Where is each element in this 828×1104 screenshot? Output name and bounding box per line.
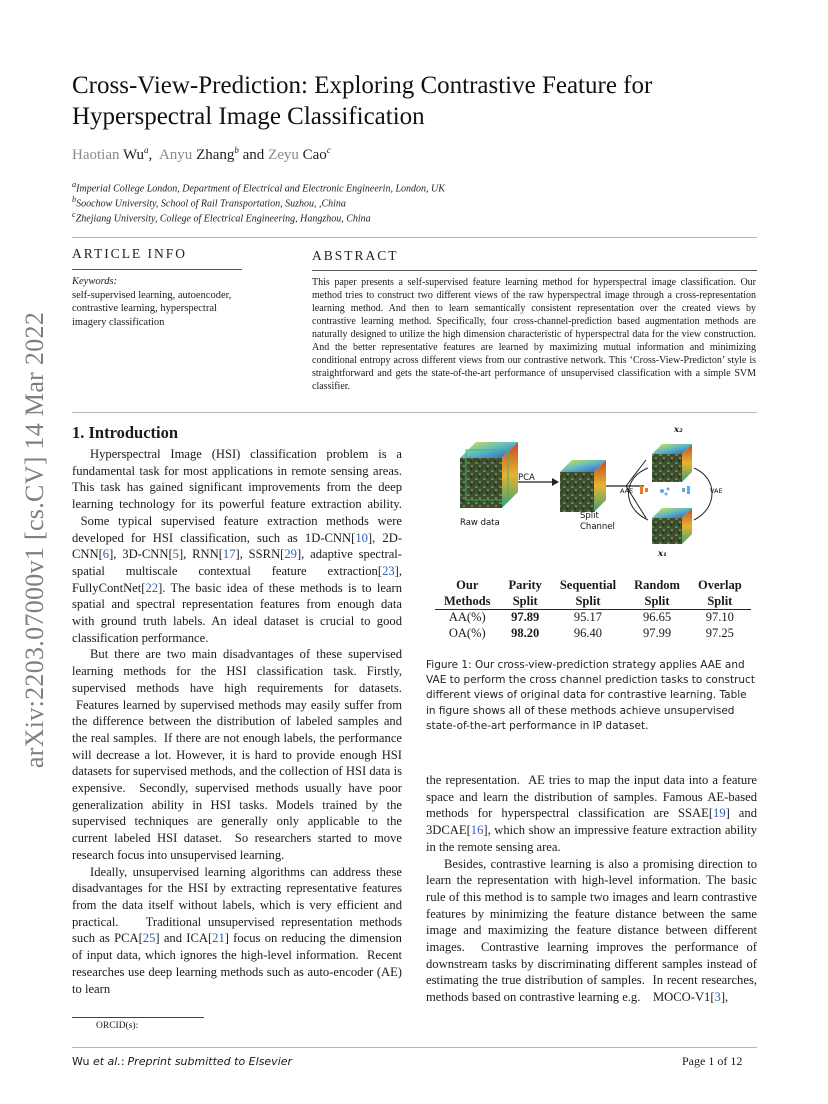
author-family-name: Cao [302,147,327,163]
author-affil-mark: b [234,145,239,155]
pca-label: PCA [518,473,535,483]
x1-label: x₁ [658,549,667,559]
title-line-2: Hyperspectral Image Classification [72,103,425,130]
affiliation [72,195,346,209]
footnote-rule [72,1017,204,1018]
affiliation [72,210,371,224]
author-and: and [242,147,265,163]
author-family-name: Zhang [196,147,235,163]
author-affil-mark: c [326,145,331,155]
author-given-name: Haotian [72,147,120,163]
table-header-row [435,578,751,594]
raw-data-cube [460,442,518,508]
table-row-label: OA(%) [448,625,486,640]
table-cell: 95.17 [573,610,603,624]
orcid-label: ORCID(s): [96,1021,139,1031]
abstract-heading: ABSTRACT [312,248,399,263]
table-row-label: AA(%) [448,610,486,624]
affiliation-text: Zhejiang University, College of Electrical Engineering, Hangzhou, China [75,213,371,225]
split-label: Split [580,511,599,521]
method-figure [426,420,758,560]
results-table [435,578,751,641]
table-cell: 97.99 [642,625,672,640]
affiliation-mark: b [72,195,77,204]
table-header-cell: Split [500,594,551,610]
table-header-cell: Our [456,578,479,592]
author-list: Haotian Wu$^a$, Anyu Zhang$^b$ and Zeyu Cao$^c$ [72,145,331,163]
intro-paragraph-1: Hyperspectral Image (HSI) classification problem is a fundamental task for most applications in remote sensing areas. This task has gained significant improvements from the deep learning technology for its powerful feature extraction ability. Some typical supervised feature extraction methods were developed for HSI classification, such as 1D-CNN[10], 2D-CNN[6], 3D-CNN[5], RNN[17], SSRN[29], adaptive spectral-spatial multiscale contextual feature extraction[23], FullyContNet[22]. The basic idea of these methods is to learn spatial and spectral representation features from enough data with ground truth labels. An ideal dataset is crucial to good classification performance. [72,447,403,645]
aae-label: AAE [620,487,634,495]
table-header-cell: Overlap [697,578,742,592]
affiliation-text: Soochow University, School of Rail Transportation, Suzhou, ,China [76,198,346,210]
abstract-text: This paper presents a self-supervised feature learning method for hyperspectral image classification. Our method tries to construct two different views of the raw hyperspectral image through a cross-representation learning method. And then to learn semantically consistent representation over the created views by contrastive learning method. Specifically, four cross-channel-prediction based augmentation methods are naturally designed to utilize the high dimension characteristic of hyperspectral data for the view construction. And the better representative features are learned by maximizing mutual information and minimizing conditional entropy across different views from our contrastive network. This ‘Cross-View-Predicton’ style is straightforward and gets the state-of-the-art performance of unsupervised classification with a simple SVM classifier. [312,277,756,392]
table-cell: 96.40 [573,625,603,640]
author-given-name: Anyu [158,147,193,163]
table-row [435,626,751,642]
author-affil-mark: a [144,145,149,155]
table-header-cell: Split [551,594,625,610]
figure-caption-text: Our cross-view-prediction strategy applies AAE and VAE to perform the cross channel prediction tasks to construct different views of original data for contrastive learning. Table in figure shows all of these methods achieve unsupervised state-of-the-art performance in IP dataset. [426,659,755,732]
author-family-name: Wu [122,147,145,163]
channel-label: Channel [580,522,615,532]
intro-right-column [426,772,757,1006]
table-cell: 96.65 [642,610,672,624]
view-x2 [652,444,692,482]
intro-paragraph-3-cont: the representation. AE tries to map the input data into a feature space and learn the distribution of samples. Famous AE-based methods for hyperspectral classification are SSAE[19] and 3DCAE[16], which show an impressive feature extraction ability in the remote sensing area. [426,773,757,854]
table-cell: 97.25 [705,625,734,640]
arxiv-id-text: arXiv:2203.07000v1 [cs.CV] 14 Mar 2022 [20,311,49,769]
intro-paragraph-4: Besides, contrastive learning is also a promising direction to learn the representation with high-level information. The basic rule of this method is to sample two images and learn contrastive features by minimizing the feature distance between the same image and maximizing the feature distance between different images. Contrastive learning improves the performance of downstream tasks by discriminating different samples instead of estimating the true distribution of samples. In recent researches, methods based on contrastive learning e.g. MOCO-V1[3], [426,856,757,1005]
section-heading: 1. Introduction [72,423,179,442]
raw-data-label: Raw data [460,518,500,528]
table-header-cell: Random [634,578,680,592]
footer-left: Wu et al.: Preprint submitted to Elsevier [72,1055,293,1068]
view-x1 [652,508,692,544]
author-given-name: Zeyu [268,147,299,163]
table-header-cell: Parity [508,578,542,592]
x2-label: x₂ [674,425,683,435]
table-cell: 97.10 [705,610,734,624]
keyword-line: self-supervised learning, autoencoder, [72,289,232,301]
figure-caption-label: Figure 1: [426,659,472,671]
footer-divider [72,1047,757,1048]
keyword-text: contrastive learning, hyperspectral [72,303,217,314]
table-header-cell: Sequential [559,578,617,592]
page-number: Page 1 of 12 [682,1054,743,1068]
table-header-row [435,594,751,610]
affiliation-text: Imperial College London, Department of Electrical and Electronic Engineerin, London, UK [76,183,445,195]
keywords-label: Keywords: [72,276,118,287]
pca-cube [560,460,606,512]
intro-paragraph-2: But there are two main disadvantages of these supervised learning methods for the HSI classification task. Firstly, supervised methods have high requirements for datasets. Features learned by supervised methods may easily suffer from the difference between the distribution of labeled samples and the real samples. If there are not enough labels, the performance will decrease a lot. However, it is hard to provide enough HSI datasets for supervised methods, and the collection of HSI data is expensive. Secondly, supervised methods usually have poor generalization ability in HSI tasks. Models trained by the supervised techniques are generally only applicable to the current labeled HSI dataset. So researchers started to move research focus into unsupervised learning. [72,647,402,862]
affiliation [72,180,445,194]
affiliation-mark: c [72,210,76,219]
article-info-rule [72,269,242,270]
vae-label: VAE [710,487,723,495]
network-icon [640,486,690,496]
intro-left-column [72,446,402,997]
table-header-cell: Methods [435,594,500,610]
table-header-cell: Split [689,594,751,610]
keyword-line: imagery classification [72,316,165,328]
intro-paragraph-3: Ideally, unsupervised learning algorithms can address these disadvantages for the HSI by extracting representative features from the data itself without labels, which is very efficient and practical. Traditional unsupervised representation methods such as PCA[25] and ICA[21] focus on reducing the dimension of input data, which ignores the high-level information. Recent researches use deep learning methods such as auto-encoder (AE) to learn [72,864,402,996]
split-arrow-up-icon [626,460,646,486]
header-divider [72,237,757,238]
affiliation-mark: a [72,180,77,189]
title-line-1: Cross-View-Prediction: Exploring Contrastive Feature for [72,72,653,99]
abstract-rule [312,270,757,271]
article-info-heading: ARTICLE INFO [72,246,188,261]
arrow-head-icon [552,478,559,486]
table-header-cell: Split [625,594,689,610]
keyword-line [72,302,244,316]
figure-caption [426,658,757,734]
table-cell: 98.20 [511,625,540,640]
paper-title [72,70,732,132]
table-cell: 97.89 [511,610,540,624]
keywords-block [72,275,244,329]
table-row [435,610,751,626]
abstract-divider [72,412,757,413]
arxiv-stamp [20,290,50,790]
